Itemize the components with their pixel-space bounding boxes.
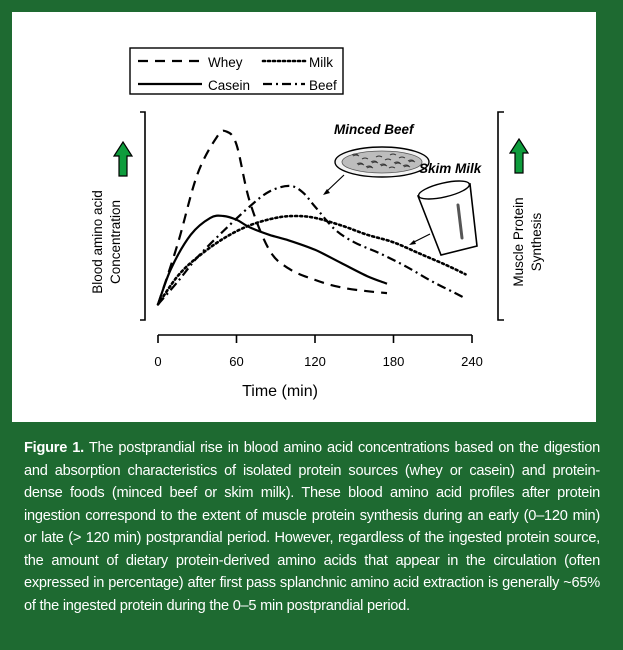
caption-text: The postprandial rise in blood amino acid concentrations based on the digestion and absorption characteristics of isolated protein sources (whey or casein) and protein-dense foods (minced beef or skim milk). These blood amino acid profiles after protein ingestion correspond to the extent of muscle protein synthesis during an early (0–120 min) or late (> 120 min) postprandial period. However, regardless of the ingested protein source, the amount of dietary protein-derived amino acids that appear in the circulation (often expressed in percentage) after first pass splanchnic amino acid extraction is generally ~65% of the ingested protein during the 0–5 min postprandial period. <box>24 440 600 614</box>
left-bracket <box>140 112 145 320</box>
legend-label-whey: Whey <box>208 55 243 70</box>
skim-milk-glass-icon <box>417 177 477 255</box>
left-up-arrow-icon <box>114 142 132 176</box>
plot-panel <box>12 12 596 422</box>
right-bracket <box>498 112 504 320</box>
figure-caption <box>24 437 600 617</box>
legend-label-beef: Beef <box>309 78 337 93</box>
x-tick-label: 180 <box>382 354 405 369</box>
right-axis-label-line1: Muscle Protein <box>511 197 526 287</box>
right-up-arrow-icon-shape <box>510 139 528 173</box>
line-chart <box>12 12 596 422</box>
legend-label-casein: Casein <box>208 78 251 93</box>
x-tick-label: 60 <box>229 354 244 369</box>
right-up-arrow-icon <box>510 139 528 173</box>
left-axis-label-line1: Blood amino acid <box>90 190 105 294</box>
left-up-arrow-icon-shape <box>114 142 132 176</box>
milk-pointer-head <box>409 240 416 245</box>
x-tick-label: 120 <box>304 354 326 369</box>
x-tick-label: 0 <box>154 354 162 369</box>
legend-label-milk: Milk <box>309 55 333 70</box>
x-axis-label: Time (min) <box>242 383 318 400</box>
minced-beef-patty-icon <box>335 147 429 177</box>
x-tick-label: 240 <box>461 354 483 369</box>
caption-label: Figure 1. <box>24 440 84 456</box>
annotation-skim-milk-label: Skim Milk <box>419 161 482 176</box>
series-line-milk <box>158 216 466 304</box>
annotation-minced-beef-label: Minced Beef <box>334 122 414 137</box>
right-axis-label-line2: Synthesis <box>529 212 544 272</box>
series-line-beef <box>158 186 466 305</box>
left-axis-label-line2: Concentration <box>108 199 123 285</box>
